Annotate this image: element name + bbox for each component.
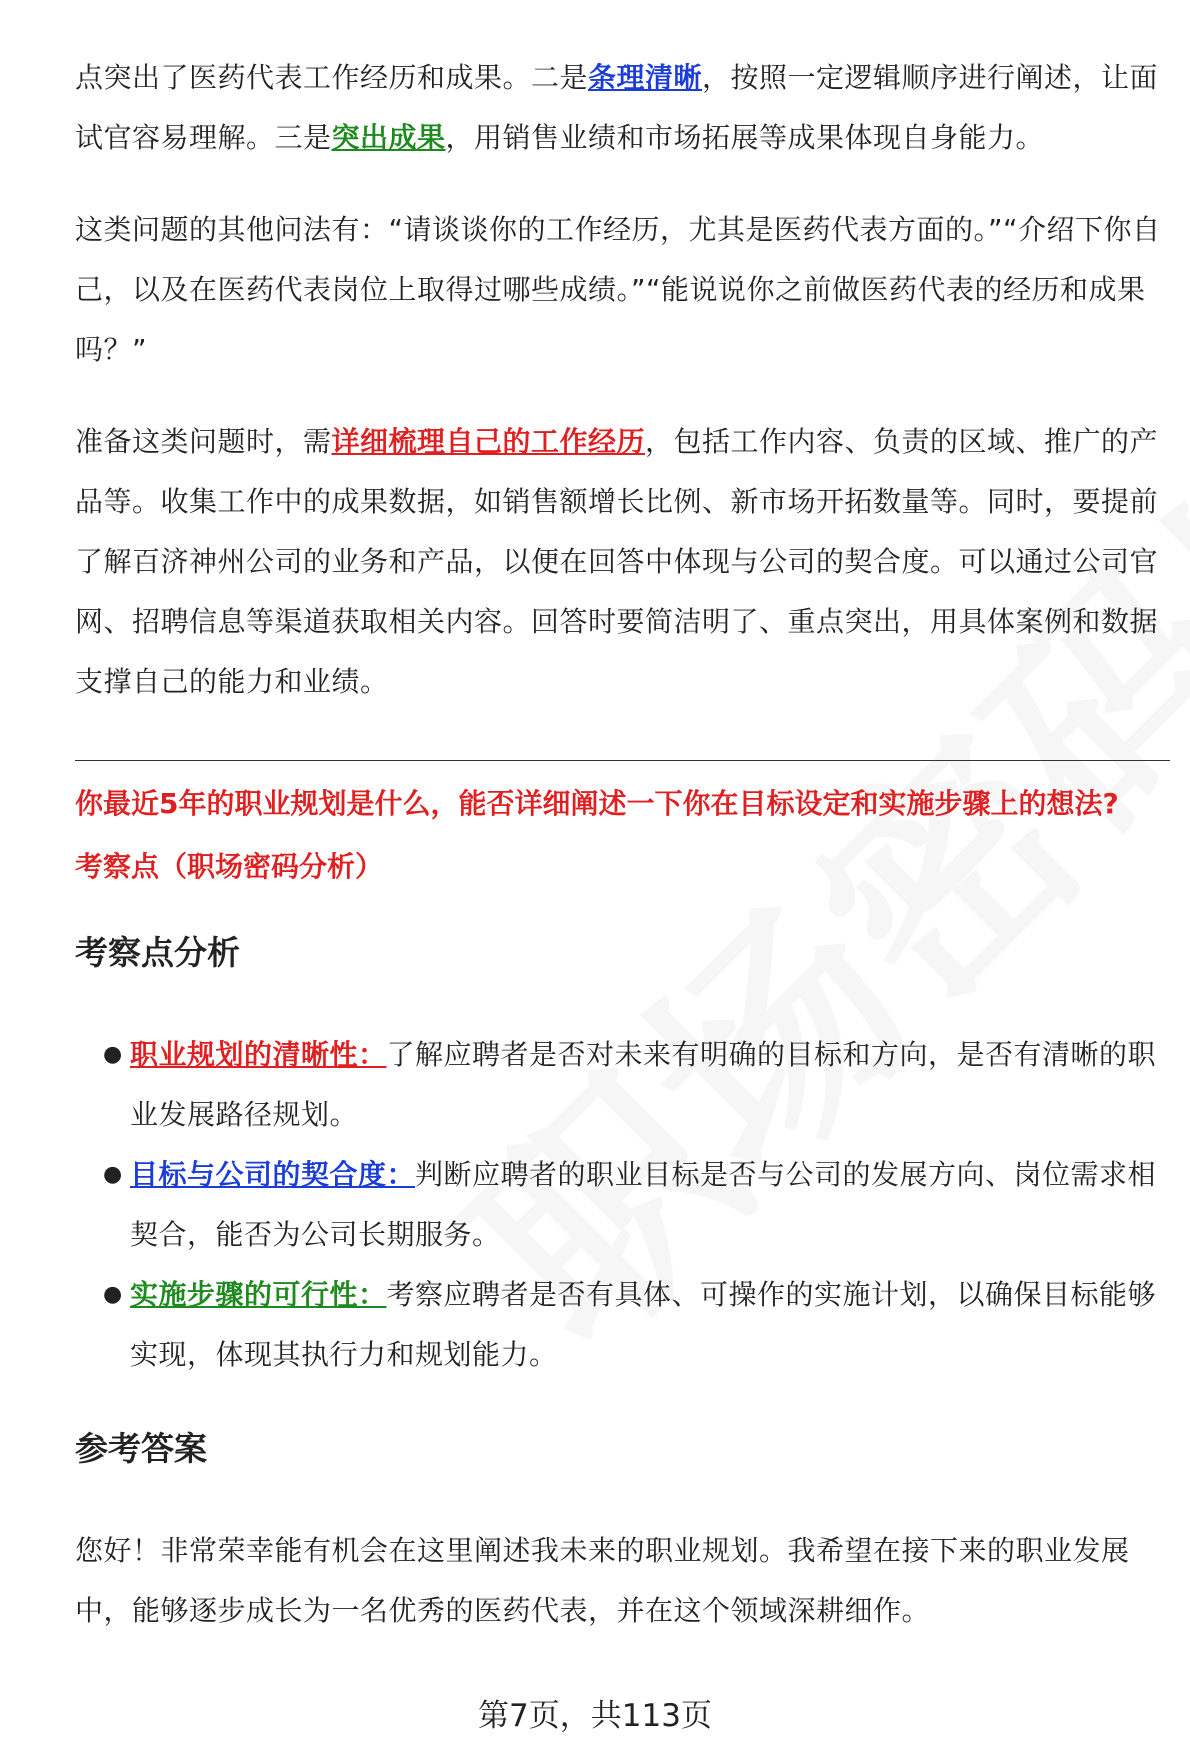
paragraph-text: ，按照一定逻辑顺序进行阐述，让面试官容易理解。三是: [75, 61, 1159, 154]
point-key: 实施步骤的可行性：: [130, 1278, 387, 1311]
point-key: 目标与公司的契合度：: [130, 1158, 416, 1191]
bullet-icon: ●: [103, 1282, 123, 1307]
bullet-icon: ●: [103, 1042, 123, 1067]
point-text: 了解应聘者是否对未来有明确的目标和方向，是否有清晰的职业发展路径规划。: [130, 1038, 1157, 1131]
point-key: 职业规划的清晰性：: [130, 1038, 387, 1071]
paragraph-text: 点突出了医药代表工作经历和成果。二是: [75, 61, 589, 94]
paragraph-preparation: [75, 412, 1170, 712]
document-page: [75, 48, 1170, 1673]
list-item: [75, 1025, 1170, 1145]
section-divider: [75, 760, 1170, 761]
page-number: 第7页，共113页: [478, 1698, 712, 1734]
analysis-heading: 考察点分析: [75, 933, 240, 972]
answer-heading: 参考答案: [75, 1429, 207, 1468]
answer-paragraph: 您好！非常荣幸能有机会在这里阐述我未来的职业规划。我希望在接下来的职业发展中，能够逐步成长为一名优秀的医药代表，并在这个领域深耕细作。: [75, 1534, 1130, 1627]
assessment-point-label: 考察点（职场密码分析）: [75, 850, 384, 883]
bullet-icon: ●: [103, 1162, 123, 1187]
highlight-work-history: 详细梳理自己的工作经历: [331, 425, 646, 458]
highlight-clear-logic: 条理清晰: [588, 61, 703, 94]
point-text: 考察应聘者是否有具体、可操作的实施计划，以确保目标能够实现，体现其执行力和规划能力。: [130, 1278, 1157, 1371]
list-item: [75, 1265, 1170, 1385]
list-item: [75, 1145, 1170, 1265]
highlight-outstanding-results: 突出成果: [331, 121, 446, 154]
analysis-list: [75, 1025, 1170, 1385]
interview-question: 你最近5年的职业规划是什么，能否详细阐述一下你在目标设定和实施步骤上的想法?: [75, 787, 1119, 820]
paragraph-text: 准备这类问题时，需: [75, 425, 332, 458]
paragraph-alt-questions: 这类问题的其他问法有：“请谈谈你的工作经历，尤其是医药代表方面的。”“介绍下你自己，以及在医药代表岗位上取得过哪些成绩。”“能说说你之前做医药代表的经历和成果吗？”: [75, 213, 1161, 366]
paragraph-summary: [75, 48, 1170, 168]
paragraph-text: ，包括工作内容、负责的区域、推广的产品等。收集工作中的成果数据，如销售额增长比例、新市场开拓数量等。同时，要提前了解百济神州公司的业务和产品，以便在回答中体现与公司的契合度。可以通过公司官网、招聘信息等渠道获取相关内容。回答时要简洁明了、重点突出，用具体案例和数据支撑自己的能力和业绩。: [75, 425, 1159, 698]
point-text: 判断应聘者的职业目标是否与公司的发展方向、岗位需求相契合，能否为公司长期服务。: [130, 1158, 1157, 1251]
paragraph-text: ，用销售业绩和市场拓展等成果体现自身能力。: [445, 121, 1045, 154]
